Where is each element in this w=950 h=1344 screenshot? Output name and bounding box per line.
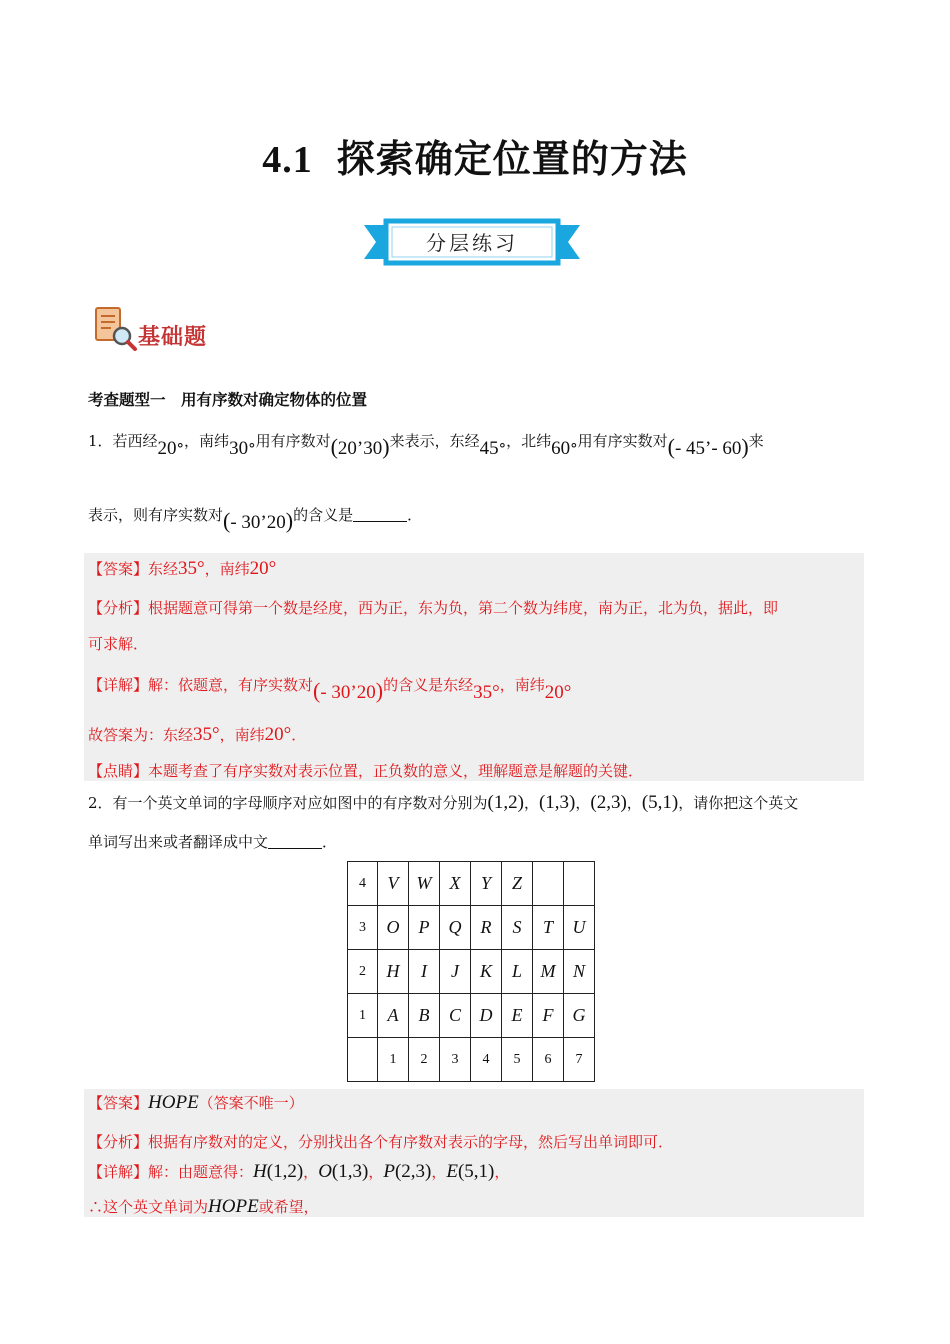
answer-note: （答案不唯一） <box>198 1094 304 1112</box>
q1-value: 60 <box>551 438 571 459</box>
answer-value: 35° <box>178 558 205 579</box>
q1-value: 30 <box>229 438 249 459</box>
analysis-1-line-1 <box>88 597 778 618</box>
q1-text: ，南纬 <box>184 432 230 450</box>
grid-cell: W <box>409 862 440 906</box>
grid-row <box>348 862 595 906</box>
detail-letter: E <box>446 1161 458 1182</box>
grid-cell: P <box>409 906 440 950</box>
q1-text: ． <box>407 506 423 524</box>
grid-cell: Z <box>502 862 533 906</box>
conclusion-text: 或希望， <box>258 1198 319 1216</box>
conclusion-text: ∴这个英文单词为 <box>88 1198 209 1216</box>
analysis-text: 根据题意可得第一个数是经度，西为正，东为负，第二个数为纬度，南为正，北为负，据此，即 <box>148 599 779 617</box>
grid-column-label: 4 <box>471 1038 502 1082</box>
answer-tag: 【答案】 <box>88 1094 149 1112</box>
grid-row-label: 1 <box>348 994 378 1038</box>
question-1-line-2: 表示，则有序实数对(- 30’20)的含义是 ． <box>88 506 423 533</box>
answer-blank <box>353 507 407 522</box>
grid-row-label: 4 <box>348 862 378 906</box>
q1-degree: ° <box>498 440 507 458</box>
layered-practice-banner <box>360 215 584 271</box>
grid-cell: K <box>471 950 502 994</box>
therefore-value: 35° <box>193 724 220 745</box>
grid-column-label: 3 <box>440 1038 471 1082</box>
q1-text: 的含义是 <box>293 506 354 524</box>
q1-degree: ° <box>176 440 185 458</box>
grid-column-label: 7 <box>564 1038 595 1082</box>
letter-grid <box>347 861 595 1082</box>
detail-text: 解：由题意得： <box>148 1163 254 1181</box>
title-number: 4.1 <box>262 139 313 181</box>
grid-cell: R <box>471 906 502 950</box>
q1-text: 来 <box>748 432 764 450</box>
q1-text: 来表示，东经 <box>389 432 480 450</box>
grid-cell: T <box>533 906 564 950</box>
grid-column-label: 5 <box>502 1038 533 1082</box>
q2-text: ． <box>322 833 338 851</box>
analysis-2 <box>88 1131 673 1152</box>
analysis-1-line-2: 可求解． <box>88 635 149 653</box>
grid-row-label: 3 <box>348 906 378 950</box>
q2-sep: ， <box>523 794 539 812</box>
answer-value: 20° <box>249 558 277 579</box>
grid-cell: B <box>409 994 440 1038</box>
page-title <box>0 128 950 183</box>
q2-pair: (2,3) <box>590 792 627 813</box>
section-heading: 考查题型一 用有序数对确定物体的位置 <box>88 391 368 409</box>
answer-blank <box>268 834 322 849</box>
conclusion-2 <box>88 1196 319 1218</box>
therefore-1 <box>88 724 306 746</box>
question-1-line-1: 1．若西经20°，南纬30°用有序数对(20’30)来表示，东经45°，北纬60°用有序实数对(- 45’- 60)来 <box>88 432 764 459</box>
grid-row <box>348 906 595 950</box>
answer-box-1 <box>84 553 864 781</box>
grid-cell: U <box>564 906 595 950</box>
therefore-text: ． <box>291 726 307 744</box>
grid-cell <box>533 862 564 906</box>
grid-cell: S <box>502 906 533 950</box>
q2-text: 2．有一个英文单词的字母顺序对应如图中的有序数对分别为 <box>88 794 488 812</box>
detail-1: 【详解】解：依题意，有序实数对(- 30’20)的含义是东经35°，南纬20° <box>88 676 572 703</box>
q2-sep: ， <box>626 794 642 812</box>
answer-2 <box>88 1092 304 1114</box>
conclusion-word: HOPE <box>208 1196 259 1217</box>
q2-sep: ， <box>575 794 591 812</box>
detail-2 <box>88 1161 509 1183</box>
grid-cell: L <box>502 950 533 994</box>
grid-row <box>348 950 595 994</box>
detail-sep: ， <box>431 1163 447 1181</box>
analysis-tag: 【分析】 <box>88 1133 149 1151</box>
question-2-line-2 <box>88 834 860 850</box>
answer-tag: 【答案】 <box>88 560 149 578</box>
grid-cell: C <box>440 994 471 1038</box>
grid-cell: F <box>533 994 564 1038</box>
answer-text: ，南纬 <box>204 560 250 578</box>
comment-text: 本题考查了有序实数对表示位置，正负数的意义，理解题意是解题的关键． <box>148 762 644 780</box>
banner-label: 分层练习 <box>426 231 518 255</box>
detail-letter: P <box>383 1161 395 1182</box>
q1-pair: - 45’- 60 <box>674 438 742 459</box>
grid-cell: I <box>409 950 440 994</box>
detail-tag: 【详解】 <box>88 676 149 694</box>
detail-sep: ， <box>494 1163 510 1181</box>
grid-column-label: 1 <box>378 1038 409 1082</box>
grid-cell: Q <box>440 906 471 950</box>
grid-column-labels <box>348 1038 595 1082</box>
grid-row <box>348 994 595 1038</box>
therefore-text: 故答案为：东经 <box>88 726 194 744</box>
detail-sep: ， <box>303 1163 319 1181</box>
grid-cell: N <box>564 950 595 994</box>
grid-cell: M <box>533 950 564 994</box>
q2-pair: (5,1) <box>641 792 679 813</box>
comment-1 <box>88 760 643 781</box>
therefore-value: 20° <box>264 724 292 745</box>
grid-column-label: 6 <box>533 1038 564 1082</box>
q1-degree: ° <box>570 440 578 458</box>
q1-value: 20 <box>157 438 177 459</box>
grid-cell: J <box>440 950 471 994</box>
q1-text: ，北纬 <box>506 432 552 450</box>
detail-value: 20° <box>544 682 572 703</box>
detail-text: 解：依题意，有序实数对 <box>148 676 314 694</box>
detail-letter: O <box>318 1161 332 1182</box>
grid-cell: V <box>378 862 409 906</box>
q1-pair: - 30’20 <box>230 512 286 533</box>
grid-column-label: 2 <box>409 1038 440 1082</box>
analysis-tag: 【分析】 <box>88 599 149 617</box>
detail-sep: ， <box>368 1163 384 1181</box>
grid-cell: E <box>502 994 533 1038</box>
answer-1 <box>88 558 276 580</box>
grid-corner <box>348 1038 378 1082</box>
title-text: 探索确定位置的方法 <box>336 136 688 181</box>
question-2-line-1 <box>88 793 860 812</box>
q1-pair: 20’30 <box>337 438 383 459</box>
grid-cell: D <box>471 994 502 1038</box>
therefore-text: ，南纬 <box>219 726 265 744</box>
q1-degree: ° <box>248 440 256 458</box>
analysis-text: 根据有序数对的定义，分别找出各个有序数对表示的字母，然后写出单词即可． <box>148 1133 674 1151</box>
detail-pair: (1,3) <box>331 1161 369 1182</box>
detail-text: 的含义是东经 <box>383 676 474 694</box>
grid-cell: A <box>378 994 409 1038</box>
q1-text: 表示，则有序实数对 <box>88 506 224 524</box>
grid-cell: X <box>440 862 471 906</box>
detail-pair: (1,2) <box>266 1161 304 1182</box>
grid-cell: O <box>378 906 409 950</box>
detail-text: ，南纬 <box>499 676 545 694</box>
detail-value: 35° <box>473 682 500 703</box>
q2-text: 单词写出来或者翻译成中文 <box>88 833 269 851</box>
q1-value: 45 <box>479 438 499 459</box>
detail-tag: 【详解】 <box>88 1163 149 1181</box>
q2-pair: (1,2) <box>487 792 524 813</box>
detail-pair: (2,3) <box>394 1161 432 1182</box>
detail-letter: H <box>253 1161 267 1182</box>
level-label: 基础题 <box>138 324 208 350</box>
grid-cell: H <box>378 950 409 994</box>
q2-pair: (1,3) <box>538 792 576 813</box>
grid-cell: Y <box>471 862 502 906</box>
answer-text: 东经 <box>148 560 179 578</box>
answer-word: HOPE <box>148 1092 199 1113</box>
grid-row-label: 2 <box>348 950 378 994</box>
comment-tag: 【点睛】 <box>88 762 149 780</box>
q1-text: 用有序实数对 <box>577 432 668 450</box>
q1-text: 1．若西经 <box>88 432 158 450</box>
q2-text: ，请你把这个英文 <box>678 794 799 812</box>
book-magnifier-icon <box>92 306 138 352</box>
level-heading <box>92 306 292 356</box>
detail-pair: - 30’20 <box>320 682 376 703</box>
grid-cell: G <box>564 994 595 1038</box>
detail-pair: (5,1) <box>457 1161 495 1182</box>
grid-cell <box>564 862 595 906</box>
q1-text: 用有序数对 <box>255 432 331 450</box>
